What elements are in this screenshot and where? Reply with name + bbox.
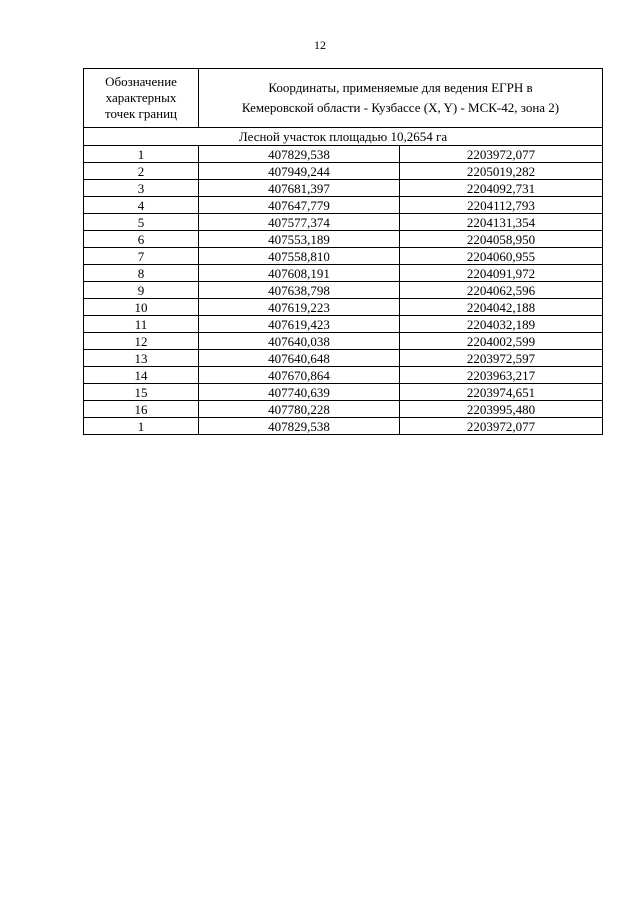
table-row <box>84 163 603 180</box>
table-row <box>84 350 603 367</box>
page-number: 12 <box>314 38 326 52</box>
point-cell: 1 <box>84 418 199 435</box>
section-title: Лесной участок площадью 10,2654 га <box>84 128 603 146</box>
table-row <box>84 299 603 316</box>
table-row <box>84 401 603 418</box>
x-coordinate-cell: 407577,374 <box>199 214 400 231</box>
table-row <box>84 231 603 248</box>
y-coordinate-cell: 2204002,599 <box>400 333 603 350</box>
point-cell: 1 <box>84 146 199 163</box>
point-cell: 8 <box>84 265 199 282</box>
point-cell: 11 <box>84 316 199 333</box>
coordinates-table <box>83 68 603 435</box>
header-point-line-1: Обозначение <box>105 74 177 89</box>
x-coordinate-cell: 407619,223 <box>199 299 400 316</box>
header-coordinates-line-2: Кемеровской области - Кузбассе (X, Y) - МСК-42, зона 2) <box>241 100 560 115</box>
header-point-line-2: характерных <box>105 90 177 105</box>
point-cell: 7 <box>84 248 199 265</box>
point-cell: 14 <box>84 367 199 384</box>
x-coordinate-cell: 407640,038 <box>199 333 400 350</box>
point-cell: 5 <box>84 214 199 231</box>
table-row <box>84 282 603 299</box>
x-coordinate-cell: 407608,191 <box>199 265 400 282</box>
table-row <box>84 197 603 214</box>
header-row <box>84 69 603 128</box>
x-coordinate-cell: 407829,538 <box>199 146 400 163</box>
x-coordinate-cell: 407829,538 <box>199 418 400 435</box>
table-row <box>84 367 603 384</box>
y-coordinate-cell: 2204058,950 <box>400 231 603 248</box>
table-body <box>84 128 603 435</box>
x-coordinate-cell: 407553,189 <box>199 231 400 248</box>
table-row <box>84 333 603 350</box>
y-coordinate-cell: 2204060,955 <box>400 248 603 265</box>
x-coordinate-cell: 407780,228 <box>199 401 400 418</box>
point-cell: 6 <box>84 231 199 248</box>
y-coordinate-cell: 2204091,972 <box>400 265 603 282</box>
header-coordinates <box>199 69 603 128</box>
header-coordinates-line-1: Координаты, применяемые для ведения ЕГРН в <box>268 80 533 95</box>
x-coordinate-cell: 407638,798 <box>199 282 400 299</box>
header-point-line-3: точек границ <box>104 106 178 121</box>
table-row <box>84 248 603 265</box>
table-row <box>84 384 603 401</box>
x-coordinate-cell: 407670,864 <box>199 367 400 384</box>
x-coordinate-cell: 407949,244 <box>199 163 400 180</box>
point-cell: 10 <box>84 299 199 316</box>
y-coordinate-cell: 2205019,282 <box>400 163 603 180</box>
point-cell: 2 <box>84 163 199 180</box>
x-coordinate-cell: 407681,397 <box>199 180 400 197</box>
section-row <box>84 128 603 146</box>
y-coordinate-cell: 2204092,731 <box>400 180 603 197</box>
y-coordinate-cell: 2204042,188 <box>400 299 603 316</box>
table-row <box>84 214 603 231</box>
x-coordinate-cell: 407640,648 <box>199 350 400 367</box>
y-coordinate-cell: 2203995,480 <box>400 401 603 418</box>
y-coordinate-cell: 2204032,189 <box>400 316 603 333</box>
table-row <box>84 146 603 163</box>
y-coordinate-cell: 2203963,217 <box>400 367 603 384</box>
header-point-designation <box>84 69 199 128</box>
table-row <box>84 316 603 333</box>
y-coordinate-cell: 2203974,651 <box>400 384 603 401</box>
x-coordinate-cell: 407647,779 <box>199 197 400 214</box>
y-coordinate-cell: 2204062,596 <box>400 282 603 299</box>
point-cell: 13 <box>84 350 199 367</box>
x-coordinate-cell: 407558,810 <box>199 248 400 265</box>
table-header <box>84 69 603 128</box>
y-coordinate-cell: 2204131,354 <box>400 214 603 231</box>
point-cell: 12 <box>84 333 199 350</box>
y-coordinate-cell: 2203972,077 <box>400 146 603 163</box>
table-row <box>84 265 603 282</box>
point-cell: 16 <box>84 401 199 418</box>
point-cell: 4 <box>84 197 199 214</box>
y-coordinate-cell: 2203972,597 <box>400 350 603 367</box>
point-cell: 15 <box>84 384 199 401</box>
x-coordinate-cell: 407619,423 <box>199 316 400 333</box>
y-coordinate-cell: 2204112,793 <box>400 197 603 214</box>
point-cell: 9 <box>84 282 199 299</box>
y-coordinate-cell: 2203972,077 <box>400 418 603 435</box>
point-cell: 3 <box>84 180 199 197</box>
table-row <box>84 418 603 435</box>
table-row <box>84 180 603 197</box>
x-coordinate-cell: 407740,639 <box>199 384 400 401</box>
